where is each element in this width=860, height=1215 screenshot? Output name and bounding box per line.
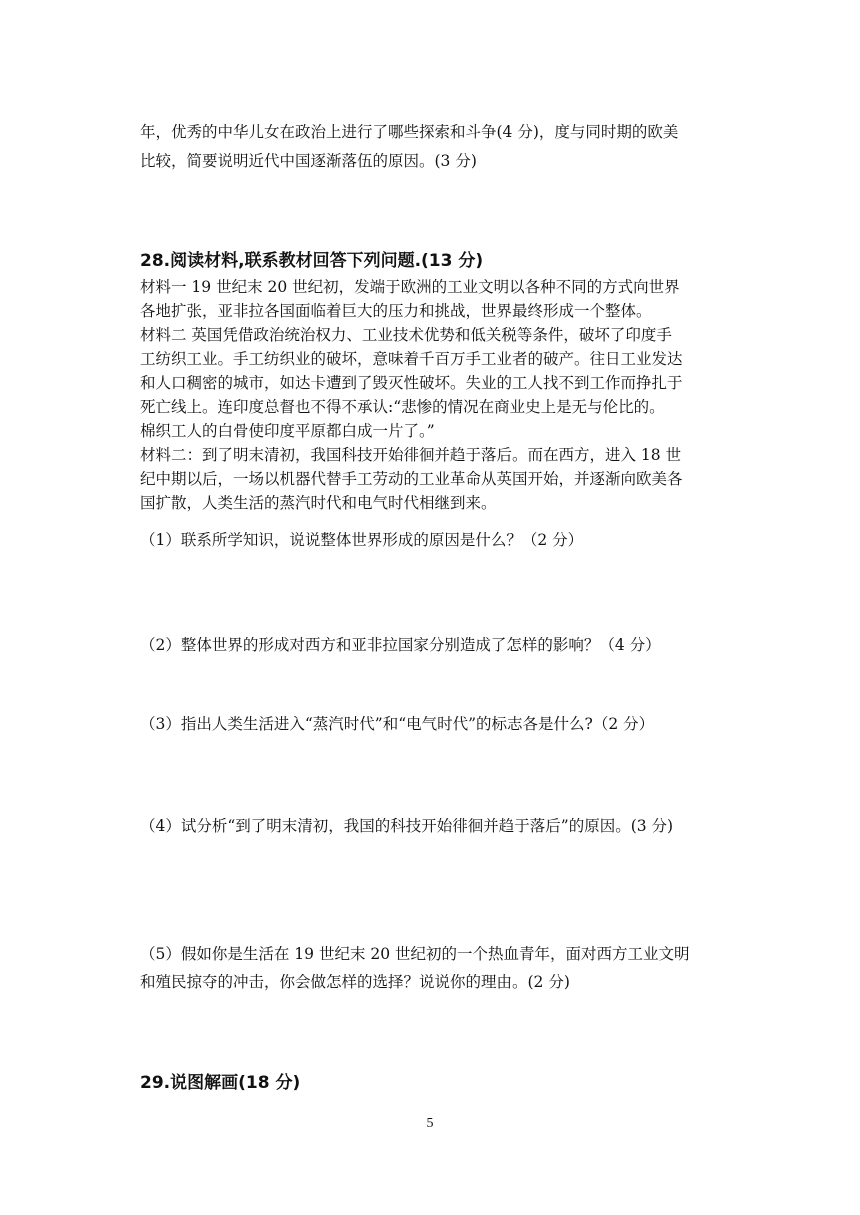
material-line: 和人口稠密的城市，如达卡遭到了毁灭性破坏。失业的工人找不到工作而挣扎于 <box>140 374 683 392</box>
question-28-heading: 28.阅读材料,联系教材回答下列问题.(13 分) <box>140 251 484 271</box>
page-number: 5 <box>426 1116 434 1131</box>
sub-question-5-line-1: （5）假如你是生活在 19 世纪末 20 世纪初的一个热血青年，面对西方工业文明 <box>140 945 690 963</box>
sub-question-5-line-2: 和殖民掠夺的冲击，你会做怎样的选择？说说你的理由。(2 分) <box>140 973 570 991</box>
sub-question-1: （1）联系所学知识，说说整体世界形成的原因是什么？（2 分） <box>140 531 584 549</box>
intro-line-2: 比较，简要说明近代中国逐渐落伍的原因。(3 分) <box>140 152 477 170</box>
material-line: 材料二：到了明末清初，我国科技开始徘徊并趋于落后。而在西方，进入 18 世 <box>140 446 682 464</box>
sub-question-4: （4）试分析“到了明末清初，我国的科技开始徘徊并趋于落后”的原因。(3 分) <box>140 817 674 835</box>
material-line: 国扩散，人类生活的蒸汽时代和电气时代相继到来。 <box>140 494 497 512</box>
question-29-heading: 29.说图解画(18 分) <box>140 1073 301 1093</box>
material-line: 棉织工人的白骨使印度平原都白成一片了。” <box>140 422 435 440</box>
material-line: 死亡线上。连印度总督也不得不承认:“悲惨的情况在商业史上是无与伦比的。 <box>140 398 665 416</box>
sub-question-2: （2）整体世界的形成对西方和亚非拉国家分别造成了怎样的影响？（4 分） <box>140 636 661 654</box>
material-line: 工纺织工业。手工纺织业的破坏，意味着千百万手工业者的破产。往日工业发达 <box>140 350 683 368</box>
material-line: 材料一 19 世纪末 20 世纪初，发端于欧洲的工业文明以各种不同的方式向世界 <box>140 278 680 296</box>
sub-question-3: （3）指出人类生活进入“蒸汽时代”和“电气时代”的标志各是什么?（2 分） <box>140 715 655 733</box>
material-line: 纪中期以后，一场以机器代替手工劳动的工业革命从英国开始，并逐渐向欧美各 <box>140 470 683 488</box>
material-line: 各地扩张，亚非拉各国面临着巨大的压力和挑战，世界最终形成一个整体。 <box>140 302 652 320</box>
intro-line-1: 年，优秀的中华儿女在政治上进行了哪些探索和斗争(4 分)，度与同时期的欧美 <box>140 123 679 141</box>
material-line: 材料二 英国凭借政治统治权力、工业技术优势和低关税等条件，破坏了印度手 <box>140 326 672 344</box>
